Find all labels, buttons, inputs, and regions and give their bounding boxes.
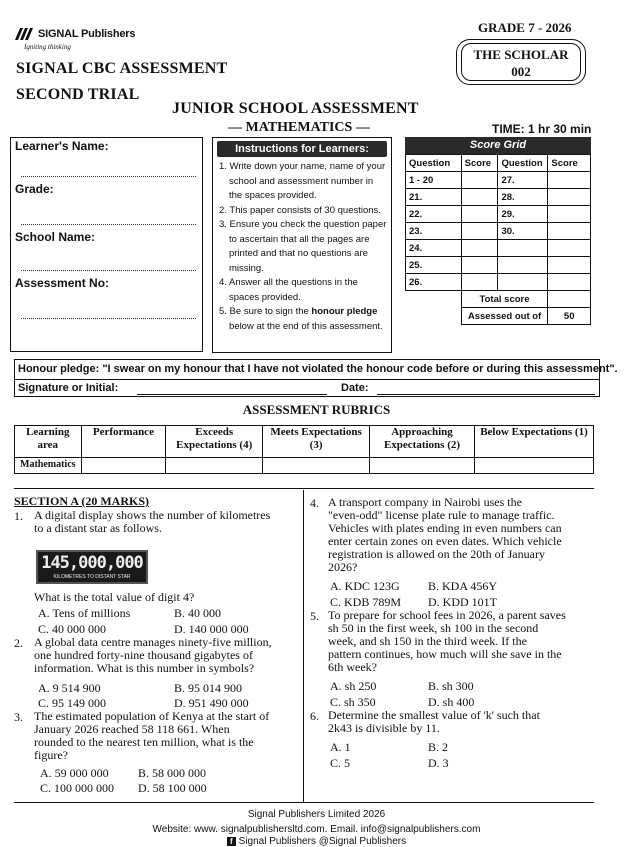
score-cell[interactable] [461, 172, 498, 189]
rubric-cell[interactable] [166, 458, 263, 474]
honour-pledge-box [14, 359, 618, 397]
option[interactable]: B. 95 014 900 [174, 681, 243, 695]
assessment-no-field[interactable] [21, 318, 196, 319]
score-cell[interactable] [548, 172, 591, 189]
option[interactable]: C. KDB 789M [330, 595, 402, 609]
score-cell[interactable] [461, 274, 498, 291]
time-label: TIME: 1 hr 30 min [492, 122, 592, 136]
instructions-box [212, 137, 392, 353]
question-number: 21. [406, 189, 462, 206]
learner-name-label: Learner's Name: [15, 139, 109, 153]
question-2-text: A global data centre manages ninety-five million, one hundred forty-nine thousand gigabytes of information. What is this number in symbols? [34, 635, 272, 675]
question-number: 2. [14, 636, 23, 650]
honour-pledge-text: Honour pledge: "I swear on my honour that I have not violated the honour code before or during this assessment". [18, 363, 618, 375]
rubric-header: Meets Expectations (3) [263, 426, 370, 458]
question-number: 28. [498, 189, 548, 206]
option[interactable]: D. 140 000 000 [174, 622, 249, 636]
rubric-header: Below Expectations (1) [474, 426, 593, 458]
question-number: 4. [310, 496, 319, 510]
question-number: 1 - 20 [406, 172, 462, 189]
badge-title: THE SCHOLAR [473, 47, 569, 62]
question-number: 30. [498, 223, 548, 240]
signal-logo-icon [14, 26, 36, 42]
score-header: Score [548, 155, 591, 172]
date-field[interactable] [377, 394, 595, 395]
assessed-out-of-value: 50 [548, 308, 591, 325]
question-number: 26. [406, 274, 462, 291]
grade-field[interactable] [21, 224, 196, 225]
instructions-list [217, 160, 387, 334]
score-header: Score [461, 155, 498, 172]
question-3-text: The estimated population of Kenya at the start of January 2026 reached 58 118 661. When rounded to the nearest ten million, what is the figure? [34, 709, 270, 762]
footer-company: Signal Publishers Limited 2026 [247, 809, 386, 820]
publisher-logo [14, 24, 164, 54]
option[interactable]: A. 59 000 000 [40, 766, 109, 780]
facebook-icon: f [227, 837, 236, 846]
blank-cell [498, 274, 548, 291]
footer-contact: Website: www. signalpublishersltd.com. Email. info@signalpublishers.com [152, 824, 481, 835]
rubric-cell[interactable] [370, 458, 475, 474]
instruction-item: 2. This paper consists of 30 questions. [219, 204, 381, 216]
total-score-label: Total score [461, 291, 548, 308]
option[interactable]: C. 100 000 000 [40, 781, 115, 795]
question-4-text: A transport company in Nairobi uses the "even-odd" license plate rule to manage traffic. Vehicles with plates ending in even numbers can enter certain zones on even dates. Which vehicle registration is allowed on the 20th of January 2026? [328, 495, 562, 574]
section-divider [14, 488, 594, 489]
option[interactable]: A. Tens of millions [38, 606, 131, 620]
score-cell[interactable] [548, 274, 591, 291]
question-header: Question [498, 155, 548, 172]
score-cell[interactable] [548, 240, 591, 257]
rubric-cell[interactable] [263, 458, 370, 474]
blank-cell [406, 308, 462, 325]
learner-details-box [10, 137, 203, 352]
instruction-item: 5. Be sure to sign the honour pledge below at the end of this assessment. [219, 306, 383, 332]
question-5-text: To prepare for school fees in 2026, a parent saves sh 50 in the first week, sh 100 in the second week, and sh 150 in the third week. If the pattern continues, how much will she save in the 6th week? [328, 608, 566, 674]
question-number: 22. [406, 206, 462, 223]
grade-label: GRADE 7 - 2026 [478, 20, 572, 35]
score-cell[interactable] [461, 223, 498, 240]
rubric-header: Learning area [15, 426, 82, 458]
trial-label: SECOND TRIAL [16, 86, 140, 103]
question-1-text: A digital display shows the number of kilometres to a distant star as follows. [34, 508, 271, 535]
digital-display-image [36, 550, 148, 584]
grade-field-label: Grade: [15, 182, 54, 196]
footer-social [0, 836, 633, 847]
score-cell[interactable] [548, 189, 591, 206]
question-number: 5. [310, 609, 319, 623]
option[interactable]: A. KDC 123G [330, 579, 400, 593]
blank-cell [406, 291, 462, 308]
display-caption: KILOMETRES TO DISTANT STAR [53, 574, 131, 580]
question-number: 25. [406, 257, 462, 274]
honour-pledge-emphasis: honour pledge [311, 306, 378, 317]
footer-divider [14, 802, 594, 803]
score-cell[interactable] [548, 223, 591, 240]
date-label: Date: [341, 382, 369, 394]
rubric-cell[interactable] [474, 458, 593, 474]
rubric-header: Performance [81, 426, 166, 458]
rubric-table [14, 425, 594, 474]
option[interactable]: B. KDA 456Y [428, 579, 498, 593]
score-cell[interactable] [461, 189, 498, 206]
rubric-cell[interactable] [81, 458, 166, 474]
blank-cell [498, 257, 548, 274]
section-a-title: SECTION A (20 MARKS) [14, 494, 150, 508]
option[interactable]: D. sh 400 [428, 695, 475, 709]
option[interactable]: D. 3 [428, 756, 449, 770]
signature-field[interactable] [137, 394, 327, 395]
question-header: Question [406, 155, 462, 172]
question-number: 1. [14, 509, 23, 523]
question-number: 24. [406, 240, 462, 257]
learner-name-field[interactable] [21, 176, 196, 177]
score-cell[interactable] [461, 206, 498, 223]
page-title: JUNIOR SCHOOL ASSESSMENT [172, 100, 419, 117]
rubric-header: Approaching Expectations (2) [370, 426, 475, 458]
option[interactable]: A. 1 [330, 740, 351, 754]
question-number: 6. [310, 709, 319, 723]
option[interactable]: C. 40 000 000 [38, 622, 107, 636]
blank-cell [498, 240, 548, 257]
score-grid-table [405, 154, 591, 325]
column-divider [303, 490, 304, 802]
school-name-label: School Name: [15, 230, 96, 244]
option[interactable]: D. 951 490 000 [174, 696, 249, 710]
assessed-out-of-label: Assessed out of [461, 308, 548, 325]
option[interactable]: C. sh 350 [330, 695, 376, 709]
instructions-heading: Instructions for Learners: [217, 141, 387, 157]
option[interactable]: B. sh 300 [428, 679, 474, 693]
publisher-name: SIGNAL Publishers [38, 28, 136, 40]
display-value: 145,000,000 [41, 553, 143, 573]
question-1-prompt: What is the total value of digit 4? [34, 590, 195, 604]
option[interactable]: B. 58 000 000 [138, 766, 207, 780]
score-cell[interactable] [548, 206, 591, 223]
option[interactable]: A. 9 514 900 [38, 681, 101, 695]
assessment-series: SIGNAL CBC ASSESSMENT [16, 60, 228, 77]
score-cell[interactable] [548, 257, 591, 274]
option[interactable]: B. 2 [428, 740, 449, 754]
question-number: 27. [498, 172, 548, 189]
option[interactable]: C. 95 149 000 [38, 696, 107, 710]
publisher-tagline: Igniting thinking [24, 43, 71, 51]
school-name-field[interactable] [21, 270, 196, 271]
score-grid-heading: Score Grid [405, 137, 591, 154]
question-6-text: Determine the smallest value of 'k' such that 2k43 is divisible by 11. [328, 708, 540, 735]
subject-title: — MATHEMATICS — [228, 120, 370, 135]
score-grid [405, 137, 591, 339]
rubric-title: ASSESSMENT RUBRICS [242, 402, 391, 417]
signature-label: Signature or Initial: [18, 382, 119, 394]
scholar-badge [456, 39, 586, 85]
total-score-cell[interactable] [548, 291, 591, 308]
option[interactable]: D. KDD 101T [428, 595, 497, 609]
instruction-item: 3. Ensure you check the question paper to ascertain that all the pages are printed and that no questions are missing. [219, 219, 387, 274]
score-cell[interactable] [461, 257, 498, 274]
rubric-row-label: Mathematics [15, 458, 82, 474]
social-handles: Signal Publishers @Signal Publishers [238, 836, 407, 847]
instruction-item: 4. Answer all the questions in the spaces provided. [219, 277, 358, 303]
option[interactable]: D. 58 100 000 [138, 781, 207, 795]
badge-number: 002 [511, 64, 531, 79]
question-number: 3. [14, 710, 23, 724]
rubric-header: Exceeds Expectations (4) [166, 426, 263, 458]
instruction-item: 1. Write down your name, name of your school and assessment number in the spaces provided. [219, 161, 386, 201]
question-number: 29. [498, 206, 548, 223]
assessment-no-label: Assessment No: [15, 276, 110, 290]
score-cell[interactable] [461, 240, 498, 257]
option[interactable]: A. sh 250 [330, 679, 377, 693]
question-number: 23. [406, 223, 462, 240]
option[interactable]: C. 5 [330, 756, 351, 770]
option[interactable]: B. 40 000 [174, 606, 222, 620]
